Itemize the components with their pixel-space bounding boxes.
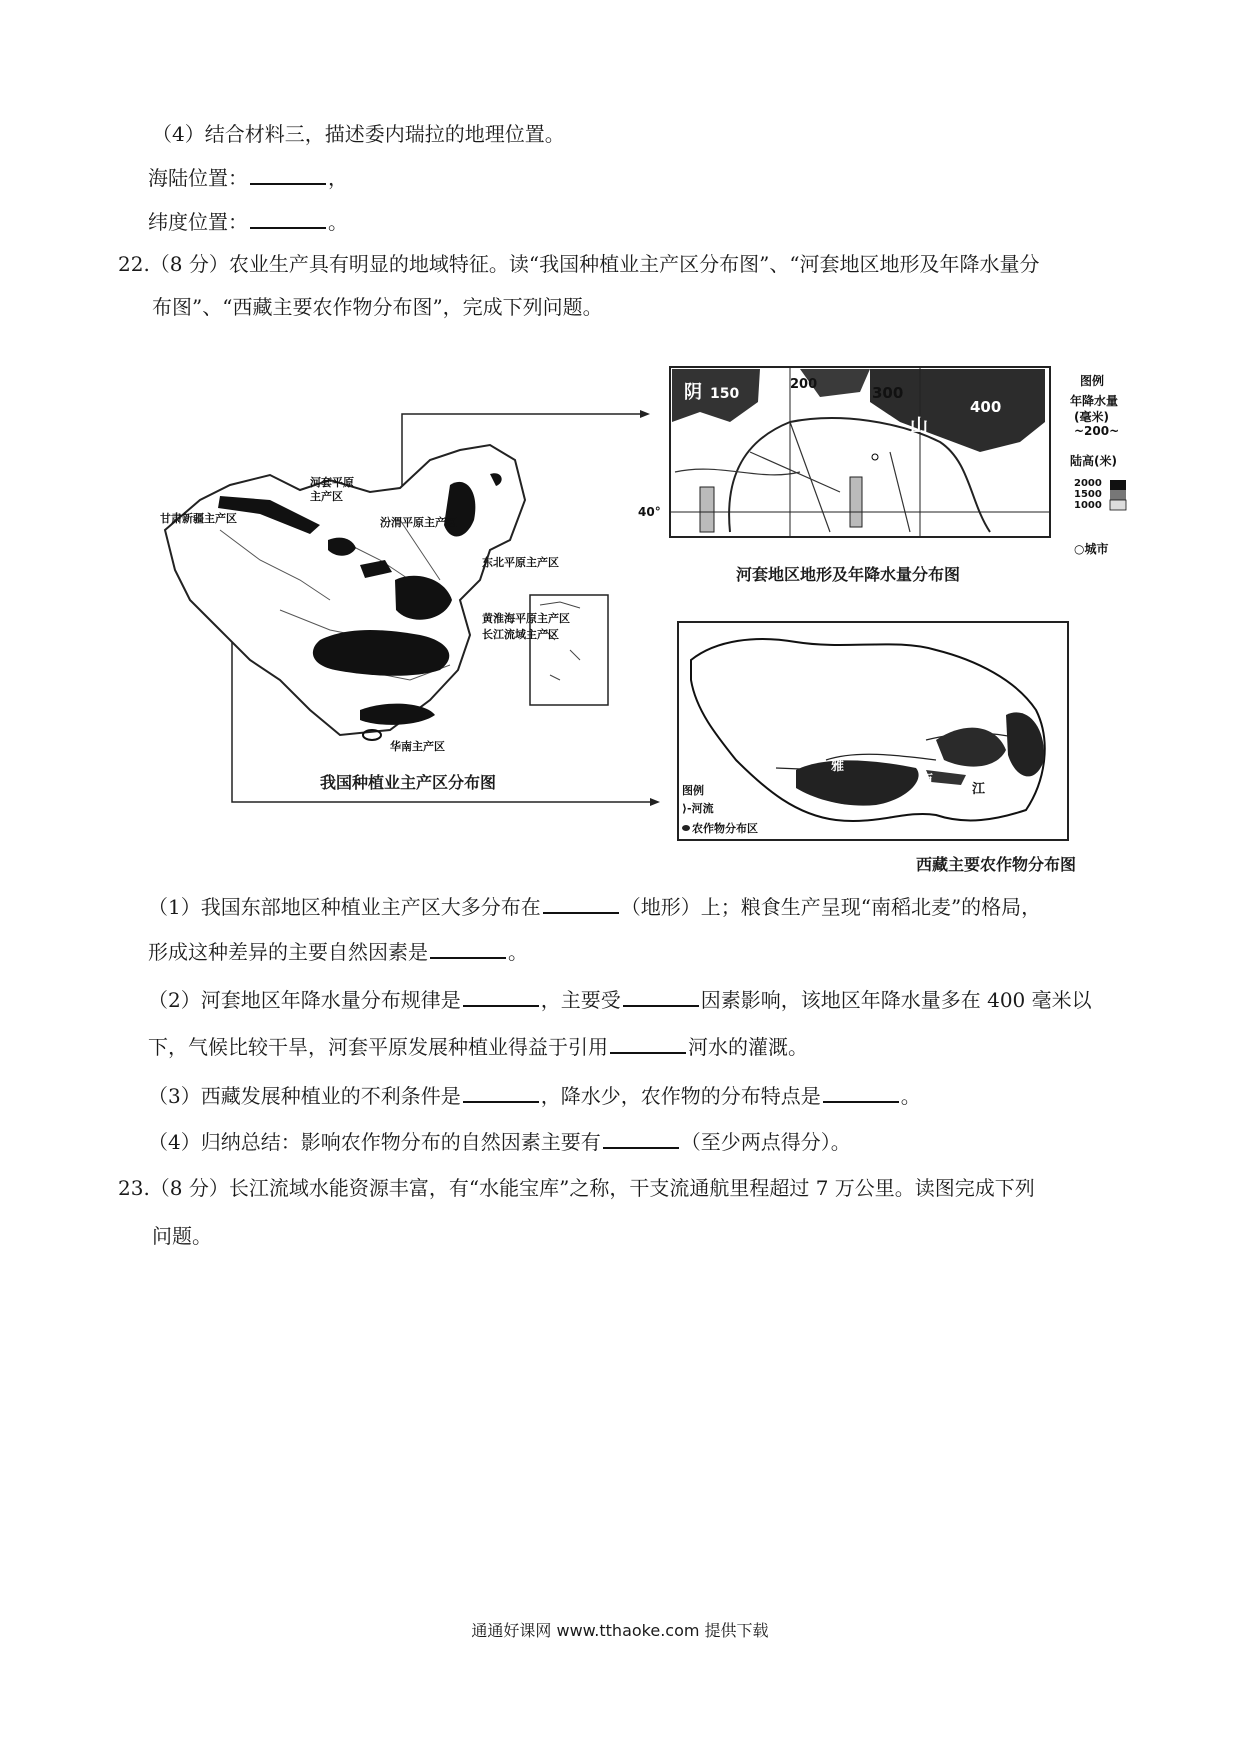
q22-sub2-line1	[148, 985, 1092, 1014]
q22-sub1-text-a: （1）我国东部地区种植业主产区大多分布在	[148, 895, 541, 919]
label-changjiang: 长江流域主产区	[482, 628, 559, 641]
hetao-legend-rain: 年降水量	[1070, 394, 1119, 408]
hetao-shan: 山	[910, 416, 928, 437]
label-fenwei: 汾渭平原主产区	[380, 516, 457, 529]
label-huanan: 华南主产区	[390, 740, 445, 753]
answer-blank[interactable]	[603, 1127, 679, 1149]
label-hetao-2: 主产区	[310, 490, 343, 503]
q22-sub1-text-d: 。	[508, 940, 528, 964]
hetao-legend-unit: (毫米)	[1074, 410, 1109, 424]
tibet-map-caption: 西藏主要农作物分布图	[916, 855, 1077, 874]
answer-blank[interactable]	[623, 985, 699, 1007]
hetao-legend-city: ○城市	[1074, 542, 1109, 556]
hetao-iso-400: 400	[970, 398, 1002, 416]
hetao-legend-elev: 陆高(米)	[1070, 454, 1117, 468]
q22-sub3	[148, 1081, 921, 1110]
q22-sub4-text-b: （至少两点得分）。	[680, 1130, 851, 1154]
q22-sub2-text-b: ，主要受	[540, 988, 621, 1012]
q22-sub1-line2	[148, 937, 528, 966]
q22-sub3-text-c: 。	[900, 1084, 921, 1108]
tibet-map	[676, 620, 1096, 880]
q22-sub1-line1	[148, 892, 1041, 921]
q22-sub1-text-c: 形成这种差异的主要自然因素是	[148, 940, 428, 964]
q22-sub2-text-e: 河水的灌溉。	[688, 1035, 808, 1059]
hetao-legend-2000: 2000	[1074, 478, 1102, 489]
page-footer: 通通好课网 www.tthaoke.com 提供下载	[471, 1621, 769, 1640]
tibet-legend-river: ⟩-河流	[682, 802, 714, 815]
answer-blank[interactable]	[610, 1032, 686, 1054]
q22-sub2-line2	[148, 1032, 808, 1061]
q22-sub1-text-b: （地形）上；粮食生产呈现“南稻北麦”的格局，	[620, 895, 1042, 919]
china-crop-map	[160, 430, 680, 792]
answer-blank[interactable]	[430, 937, 506, 959]
label-hetao: 河套平原	[310, 476, 354, 489]
q22-sub2-text-c: 因素影响，该地区年降水量多在 400 毫米以	[700, 988, 1092, 1012]
hetao-yin: 阴	[684, 382, 702, 403]
latitude-label: 纬度位置：	[148, 210, 248, 234]
label-huanghuai: 黄淮海平原主产区	[482, 612, 570, 625]
tibet-legend-crop: 农作物分布区	[692, 822, 758, 835]
q22-sub2-text-a: （2）河套地区年降水量分布规律是	[148, 988, 461, 1012]
hetao-legend-iso: ~200~	[1074, 424, 1120, 438]
hetao-iso-300: 300	[872, 384, 904, 402]
hetao-legend-title: 图例	[1080, 374, 1105, 388]
answer-blank[interactable]	[463, 1081, 539, 1103]
hetao-iso-150: 150	[710, 386, 740, 402]
q23-line2: 问题。	[152, 1224, 212, 1248]
tibet-legend-title: 图例	[682, 784, 704, 797]
answer-blank[interactable]	[463, 985, 539, 1007]
answer-blank[interactable]	[543, 892, 619, 914]
q23-line1: 23.（8 分）长江流域水能资源丰富，有“水能宝库”之称，干支流通航里程超过 7 万公里。读图完成下列	[118, 1176, 1035, 1200]
q22-sub4	[148, 1127, 851, 1156]
sea-land-label: 海陆位置：	[148, 166, 248, 190]
q22-sub4-text-a: （4）归纳总结：影响农作物分布的自然因素主要有	[148, 1130, 601, 1154]
latitude-end: 。	[328, 210, 348, 234]
tibet-bu: 布	[920, 772, 934, 787]
hetao-map	[640, 362, 1150, 582]
tibet-ya: 雅	[831, 759, 845, 774]
china-map-caption: 我国种植业主产区分布图	[320, 773, 497, 792]
hetao-lat-40: 40°	[638, 505, 661, 519]
q21-4-stem: （4）结合材料三，描述委内瑞拉的地理位置。	[152, 122, 565, 146]
hetao-legend-1000: 1000	[1074, 500, 1102, 511]
q22-sub2-text-d: 下，气候比较干旱，河套平原发展种植业得益于引用	[148, 1035, 608, 1059]
tibet-jiang: 江	[972, 782, 986, 797]
label-gansu: 甘肃新疆主产区	[160, 512, 237, 525]
q22-sub3-text-b: ，降水少，农作物的分布特点是	[540, 1084, 821, 1108]
answer-blank[interactable]	[823, 1081, 899, 1103]
hetao-iso-200: 200	[790, 377, 818, 392]
label-dongbei: 东北平原主产区	[482, 556, 559, 569]
q22-sub3-text-a: （3）西藏发展种植业的不利条件是	[148, 1084, 461, 1108]
sea-land-end: ，	[328, 166, 348, 190]
hetao-legend-1500: 1500	[1074, 489, 1102, 500]
hetao-map-caption: 河套地区地形及年降水量分布图	[736, 565, 961, 584]
hetao-baotou: 包头	[862, 442, 884, 455]
q22-line2: 布图”、“西藏主要农作物分布图”，完成下列问题。	[152, 295, 603, 319]
q22-line1: 22.（8 分）农业生产具有明显的地域特征。读“我国种植业主产区分布图”、“河套地区地形及年降水量分	[118, 252, 1040, 276]
